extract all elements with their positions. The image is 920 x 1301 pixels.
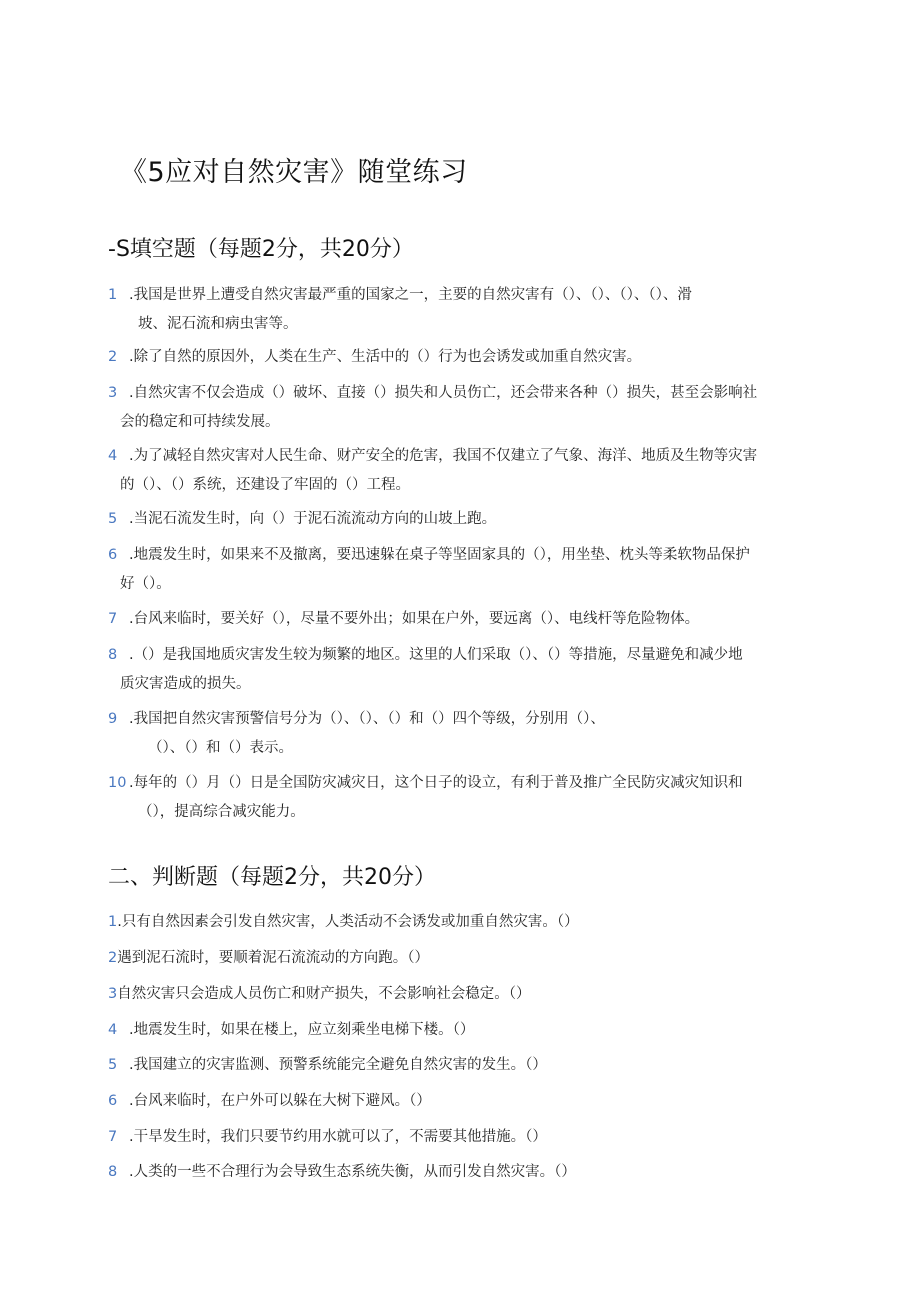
question-number: 7 <box>108 611 118 627</box>
question-text: .为了减轻自然灾害对人民生命、财产安全的危害，我国不仅建立了气象、海洋、地质及生物等灾害 <box>129 448 758 464</box>
question-text: .我国把自然灾害预警信号分为（）、（）、（）和（）四个等级，分别用（）、 <box>129 711 605 727</box>
question-number: 10 <box>108 775 127 791</box>
question-number: 1 <box>108 914 118 930</box>
question-text: 自然灾害只会造成人员伤亡和财产损失，不会影响社会稳定。（） <box>117 986 531 1002</box>
section-heading-true-false: 二、判断题（每题2分，共20分） <box>108 865 436 890</box>
question-number: 3 <box>108 385 118 401</box>
question-text: .地震发生时，如果来不及撤离，要迅速躲在桌子等坚固家具的（），用坐垫、枕头等柔软物品保护 <box>129 547 750 563</box>
question-text: .每年的（）月（）日是全国防灾减灾日，这个日子的设立，有利于普及推广全民防灾减灾知识和 <box>129 775 743 791</box>
question-text: .台风来临时，要关好（），尽量不要外出；如果在户外，要远离（）、电线杆等危险物体。 <box>129 611 700 627</box>
question-text-continued: 质灾害造成的损失。 <box>120 676 251 692</box>
question-text: .我国是世界上遭受自然灾害最严重的国家之一，主要的自然灾害有（）、（）、（）、（）、滑 <box>129 287 692 303</box>
tf-question-2 <box>108 944 808 973</box>
question-text: .当泥石流发生时，向（）于泥石流流动方向的山坡上跑。 <box>129 511 497 527</box>
question-text-continued: （），提高综合减灾能力。 <box>138 804 305 820</box>
question-number: 4 <box>108 448 118 464</box>
tf-question-4 <box>108 1016 808 1045</box>
fill-question-7 <box>108 605 808 634</box>
fill-question-2 <box>108 343 808 372</box>
question-number: 5 <box>108 511 118 527</box>
question-number: 8 <box>108 1164 118 1180</box>
question-text-continued: 的（）、（）系统，还建设了牢固的（）工程。 <box>120 477 410 493</box>
question-text: .只有自然因素会引发自然灾害，人类活动不会诱发或加重自然灾害。（） <box>117 914 579 930</box>
tf-question-6 <box>108 1087 808 1116</box>
question-number: 9 <box>108 711 118 727</box>
question-text-continued: 坡、泥石流和病虫害等。 <box>138 316 298 332</box>
question-text: 遇到泥石流时，要顺着泥石流流动的方向跑。（） <box>117 950 429 966</box>
fill-question-9 <box>108 705 808 763</box>
question-number: 6 <box>108 547 118 563</box>
question-number: 8 <box>108 647 118 663</box>
question-text: .台风来临时，在户外可以躲在大树下避风。（） <box>129 1093 431 1109</box>
question-text-continued: 会的稳定和可持续发展。 <box>120 414 280 430</box>
tf-question-3 <box>108 980 808 1009</box>
question-text: .除了自然的原因外，人类在生产、生活中的（）行为也会诱发或加重自然灾害。 <box>129 349 642 365</box>
question-number: 2 <box>108 349 118 365</box>
fill-question-10 <box>108 769 808 827</box>
question-text-continued: （）、（）和（）表示。 <box>148 740 293 756</box>
fill-question-5 <box>108 505 808 534</box>
question-number: 6 <box>108 1093 118 1109</box>
fill-question-1 <box>108 281 808 339</box>
fill-question-8 <box>108 641 808 699</box>
question-text: .（）是我国地质灾害发生较为频繁的地区。这里的人们采取（）、（）等措施，尽量避免和减少地 <box>129 647 743 663</box>
fill-question-4 <box>108 442 808 500</box>
tf-question-7 <box>108 1123 808 1152</box>
tf-question-5 <box>108 1051 808 1080</box>
question-text: .人类的一些不合理行为会导致生态系统失衡，从而引发自然灾害。（） <box>129 1164 576 1180</box>
fill-question-3 <box>108 379 808 437</box>
question-text: .我国建立的灾害监测、预警系统能完全避免自然灾害的发生。（） <box>129 1057 547 1073</box>
question-number: 2 <box>108 950 118 966</box>
question-number: 5 <box>108 1057 118 1073</box>
question-text-continued: 好（）。 <box>120 576 171 592</box>
question-number: 7 <box>108 1129 118 1145</box>
question-text: .自然灾害不仅会造成（）破坏、直接（）损失和人员伤亡，还会带来各种（）损失，甚至会影响社 <box>129 385 758 401</box>
question-number: 4 <box>108 1022 118 1038</box>
tf-question-8 <box>108 1158 808 1187</box>
question-text: .干旱发生时，我们只要节约用水就可以了，不需要其他措施。（） <box>129 1129 547 1145</box>
question-number: 3 <box>108 986 118 1002</box>
section-heading-fill-blank: -S填空题（每题2分，共20分） <box>108 237 414 262</box>
question-number: 1 <box>108 287 118 303</box>
tf-question-1 <box>108 908 808 937</box>
question-text: .地震发生时，如果在楼上，应立刻乘坐电梯下楼。（） <box>129 1022 475 1038</box>
fill-question-6 <box>108 541 808 599</box>
page-title: 《5应对自然灾害》随堂练习 <box>120 157 468 188</box>
